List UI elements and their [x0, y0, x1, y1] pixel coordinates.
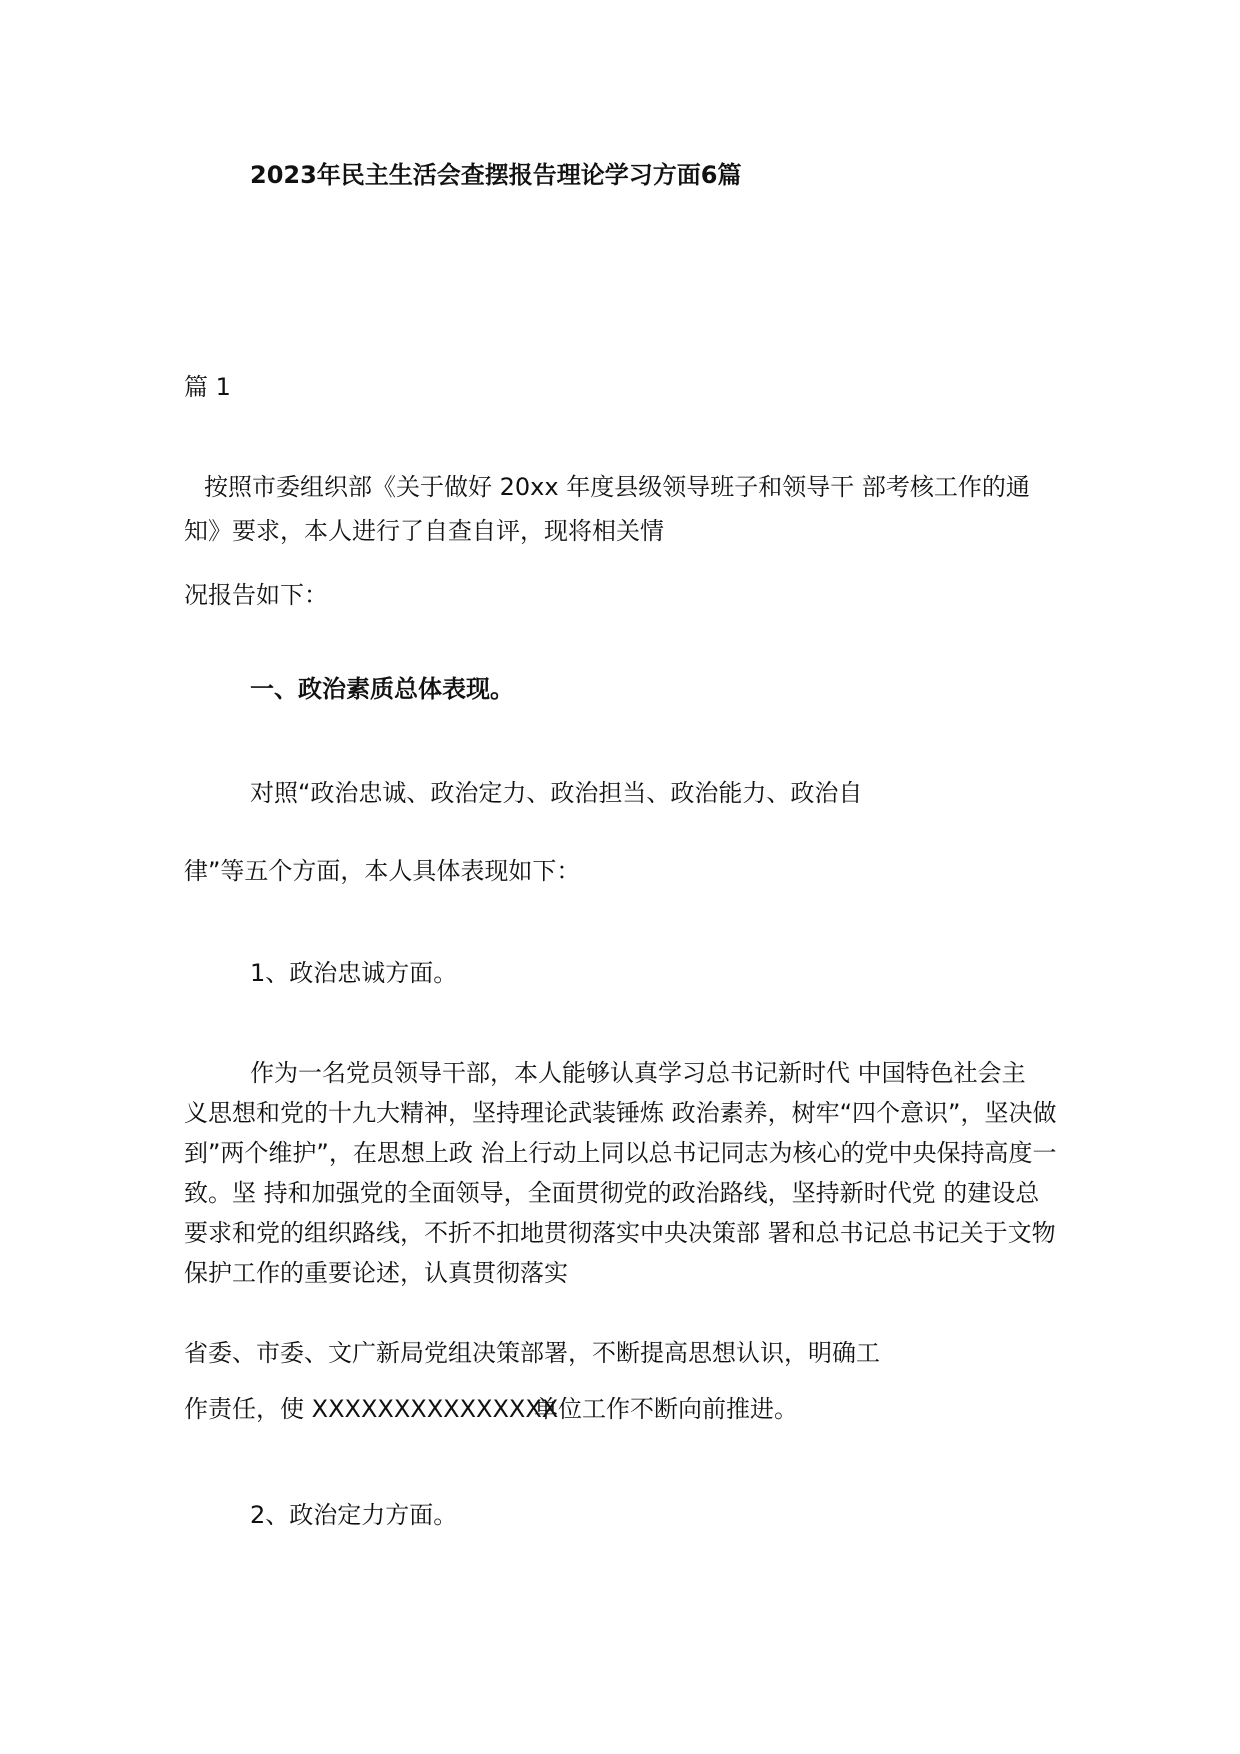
- paragraph-line: 保护工作的重要论述，认真贯彻落实: [184, 1259, 568, 1287]
- intro-line-2: 知》要求，本人进行了自查自评，现将相关情: [184, 517, 664, 545]
- overview-line-1: 对照“政治忠诚、政治定力、政治担当、政治能力、政治自: [250, 779, 863, 807]
- loyalty-paragraph: [184, 1053, 1057, 1293]
- paragraph-line: 致。坚 持和加强党的全面领导，全面贯彻党的政治路线，坚持新时代党 的建设总: [184, 1179, 1040, 1207]
- document-title: 2023年民主生活会查摆报告理论学习方面6篇: [250, 161, 742, 189]
- intro-line-3: 况报告如下：: [184, 581, 328, 609]
- section-label: 篇 1: [184, 373, 231, 401]
- paragraph-line: 到”两个维护”，在思想上政 治上行动上同以总书记同志为核心的党中央保持高度一: [184, 1139, 1057, 1167]
- subheading-political-resolve: 2、政治定力方面。: [250, 1501, 458, 1529]
- paragraph-line: 义思想和党的十九大精神，坚持理论武装锤炼 政治素养，树牢“四个意识”，坚决做: [184, 1099, 1057, 1127]
- section-heading-1: 一、政治素质总体表现。: [250, 675, 514, 703]
- loyalty-tail-line-2a: 作责任，使 XXXXXXXXXXXXXXX: [184, 1395, 559, 1423]
- loyalty-tail-line-2b: 单位工作不断向前推进。: [534, 1395, 798, 1423]
- paragraph-line: 作为一名党员领导干部，本人能够认真学习总书记新时代 中国特色社会主: [250, 1059, 1026, 1087]
- paragraph-line: 要求和党的组织路线，不折不扣地贯彻落实中央决策部 署和总书记总书记关于文物: [184, 1219, 1056, 1247]
- loyalty-tail-line-1: 省委、市委、文广新局党组决策部署，不断提高思想认识，明确工: [184, 1339, 880, 1367]
- subheading-political-loyalty: 1、政治忠诚方面。: [250, 959, 458, 987]
- overview-line-2: 律”等五个方面，本人具体表现如下：: [184, 857, 581, 885]
- intro-line-1: 按照市委组织部《关于做好 20xx 年度县级领导班子和领导干 部考核工作的通: [204, 473, 1030, 501]
